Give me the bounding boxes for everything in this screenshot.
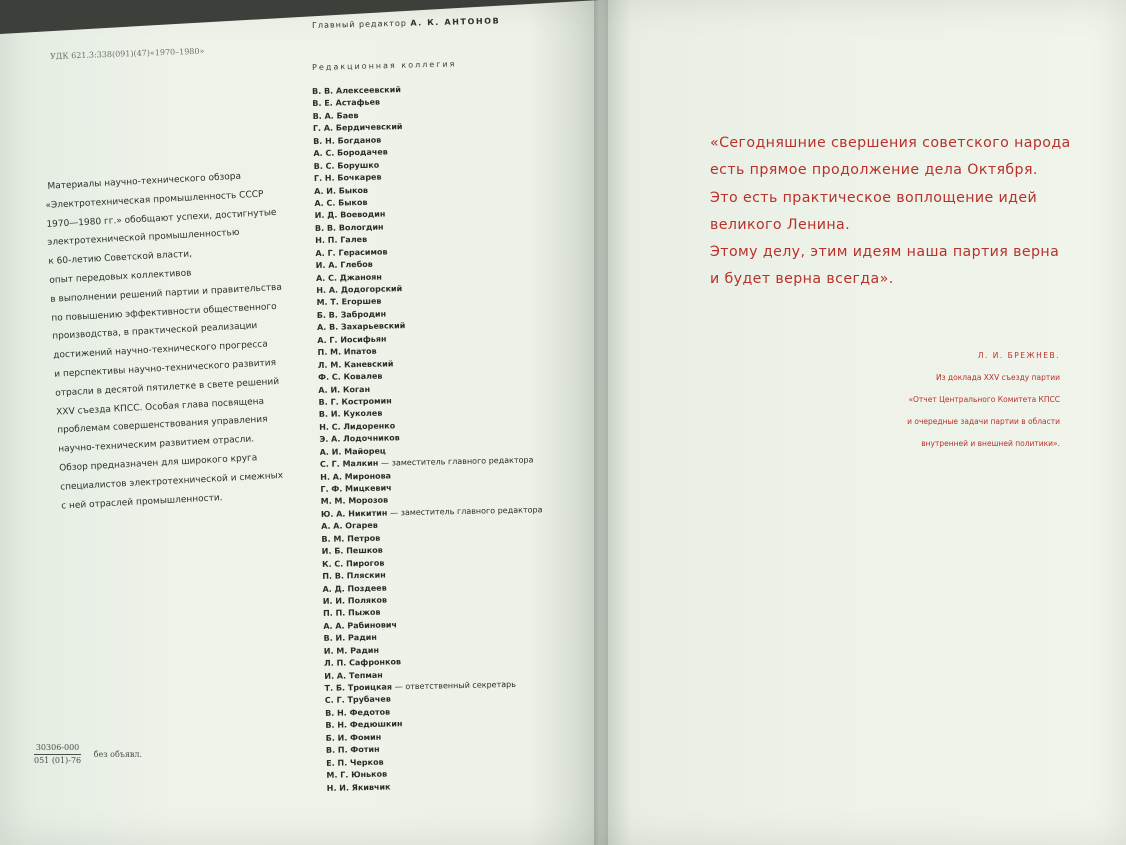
summary-line: отрасли в десятой пятилетке в свете решений [55, 376, 280, 399]
summary-line: электротехнической промышленностью [47, 228, 240, 249]
imprint-fraction [34, 742, 81, 767]
board-member-name: В. И. Куколев [318, 408, 383, 420]
board-member-name: А. С. Бородачев [313, 147, 388, 159]
board-member-name: В. Н. Богданов [313, 135, 382, 146]
summary-line: научно-техническим развитием отрасли. [57, 434, 255, 455]
board-member-role: — заместитель главного редактора [381, 455, 534, 468]
board-member-name: А. Г. Иосифьян [317, 334, 387, 345]
board-member-name: И. И. Поляков [322, 595, 388, 606]
board-member-name: Э. А. Лодочников [319, 433, 400, 445]
board-member-name: В. А. Баев [312, 110, 359, 121]
editorial-board-list [312, 80, 607, 795]
board-member-name: П. М. Ипатов [317, 346, 377, 358]
board-member-name: И. М. Радин [323, 645, 380, 656]
summary-line: в выполнении решений партии и правительства [50, 282, 283, 305]
board-member-name: С. Г. Малкин [319, 458, 379, 470]
board-member-role: — заместитель главного редактора [390, 505, 543, 518]
board-member-name: И. А. Тепман [324, 670, 383, 681]
board-member-name: Н. А. Миронова [320, 470, 392, 482]
book-summary [44, 165, 301, 515]
board-member-name: И. А. Глебов [315, 259, 373, 271]
attribution-line: и очередные задачи партии в области [907, 417, 1060, 426]
quote-attribution [880, 345, 1060, 455]
summary-line: Материалы научно-технического обзора [47, 171, 242, 192]
quote-line: и будет верна всегда». [710, 271, 894, 288]
board-member-name: М. Т. Егоршев [316, 297, 382, 308]
board-member-name: Г. Н. Бочкарев [313, 172, 382, 184]
quote-line: есть прямое продолжение дела Октября. [710, 162, 1038, 179]
board-member-name: В. Е. Астафьев [312, 98, 381, 109]
attribution-line: внутренней и внешней политики». [921, 439, 1060, 448]
summary-line: достижений научно-технического прогресса [53, 339, 269, 361]
board-member-name: Ф. С. Ковалев [318, 371, 383, 382]
publication-imprint [34, 742, 142, 767]
board-member-name: В. С. Борушко [313, 160, 380, 171]
board-member-name: А. И. Быков [314, 185, 369, 196]
board-member-name: В. Г. Костромин [318, 396, 392, 407]
summary-line: к 60-летию Советской власти, [48, 249, 193, 268]
board-member-name: В. Н. Федотов [325, 707, 391, 718]
summary-line: специалистов электротехнической и смежных [59, 470, 284, 493]
board-member-name: Е. П. Черков [326, 757, 384, 768]
summary-line: XXV съезда КПСС. Особая глава посвящена [56, 396, 265, 418]
imprint-note: без объявл. [93, 750, 143, 759]
board-member-name: В. И. Радин [323, 633, 377, 644]
summary-line: Обзор предназначен для широкого круга [58, 453, 258, 474]
editorial-board-heading: Редакционная коллегия [312, 59, 457, 72]
board-member-name: С. Г. Трубачев [324, 694, 391, 706]
summary-line: 1970—1980 гг.» обобщают успехи, достигнутые [46, 207, 277, 230]
quote-author: Л. И. БРЕЖНЕВ. [977, 351, 1060, 360]
board-member-role: — ответственный секретарь [394, 679, 516, 692]
board-member-name: Л. П. Сафронков [324, 657, 402, 668]
summary-line: по повышению эффективности общественного [51, 301, 277, 324]
board-member-name: В. В. Вологдин [314, 222, 384, 233]
board-member-name: А. Г. Герасимов [315, 247, 388, 258]
board-member-name: Г. Ф. Мицкевич [320, 483, 392, 494]
summary-line: производства, в практической реализации [52, 321, 258, 343]
imprint-denominator: 051 (01)-76 [34, 756, 82, 765]
summary-line: опыт передовых коллективов [49, 268, 192, 286]
quote-line: Это есть практическое воплощение идей [710, 189, 1038, 206]
board-member-name: В. М. Петров [321, 533, 381, 544]
quote-line: «Сегодняшние свершения советского народа [710, 135, 1071, 151]
board-member-name: Л. М. Каневский [317, 358, 394, 370]
board-member-name: Н. А. Додогорский [316, 284, 403, 295]
board-member-name: Г. А. Бердичевский [312, 122, 403, 134]
brezhnev-quote [710, 130, 1090, 294]
summary-line: проблемам совершенствования управления [56, 414, 268, 437]
board-member-name: А. С. Быков [314, 197, 368, 208]
board-member-name: А. И. Майорец [319, 446, 386, 457]
summary-line: с ней отраслей промышленности. [60, 492, 223, 512]
summary-line: «Электротехническая промышленность СССР [45, 189, 264, 211]
imprint-numerator: 30306-000 [34, 742, 81, 755]
board-member-name: Т. Б. Троицкая [324, 682, 393, 693]
board-member-name: А. А. Рабинович [323, 620, 398, 631]
quote-line: Этому делу, этим идеям наша партия верна [710, 244, 1060, 261]
board-member-name: В. П. Фотин [325, 744, 380, 756]
board-member-name: И. Д. Воеводин [314, 209, 386, 221]
board-member-name: Б. В. Забродин [316, 309, 387, 320]
quote-line: великого Ленина. [710, 216, 851, 233]
board-member-name: Б. И. Фомин [325, 732, 382, 743]
board-member-name: И. Б. Пешков [321, 545, 383, 557]
board-member-name: П. П. Пыжов [322, 608, 381, 619]
board-member-name: Н. П. Галев [315, 235, 368, 246]
board-member-name: А. Д. Поздеев [322, 583, 387, 594]
board-member-name: М. Г. Юньков [326, 769, 388, 780]
chief-editor-label: Главный редактор [312, 18, 407, 30]
board-member-name: П. В. Пляскин [322, 570, 386, 581]
board-member-name: А. И. Коган [318, 384, 371, 395]
board-member-name: Н. И. Якивчик [326, 782, 391, 793]
udc-code: УДК 621.3:338(091)(47)«1970–1980» [50, 46, 205, 61]
board-member-name: К. С. Пирогов [321, 558, 385, 569]
board-member-name: Ю. А. Никитин [320, 508, 388, 519]
summary-line: и перспективы научно-технического развития [54, 358, 277, 380]
chief-editor-name: А. К. АНТОНОВ [410, 16, 501, 28]
board-member-name: Н. С. Лидоренко [319, 421, 396, 432]
board-member-name: А. С. Джаноян [315, 272, 382, 283]
attribution-line: «Отчет Центрального Комитета КПСС [908, 395, 1060, 404]
board-member-name: М. М. Морозов [320, 495, 389, 507]
board-member-name: А. А. Огарев [321, 521, 378, 532]
board-member-name: А. В. Захарьевский [316, 321, 406, 333]
board-member-name: В. Н. Федюшкин [325, 719, 403, 731]
attribution-line: Из доклада XXV съезду партии [935, 373, 1060, 382]
board-member-name: В. В. Алексеевский [312, 85, 401, 96]
